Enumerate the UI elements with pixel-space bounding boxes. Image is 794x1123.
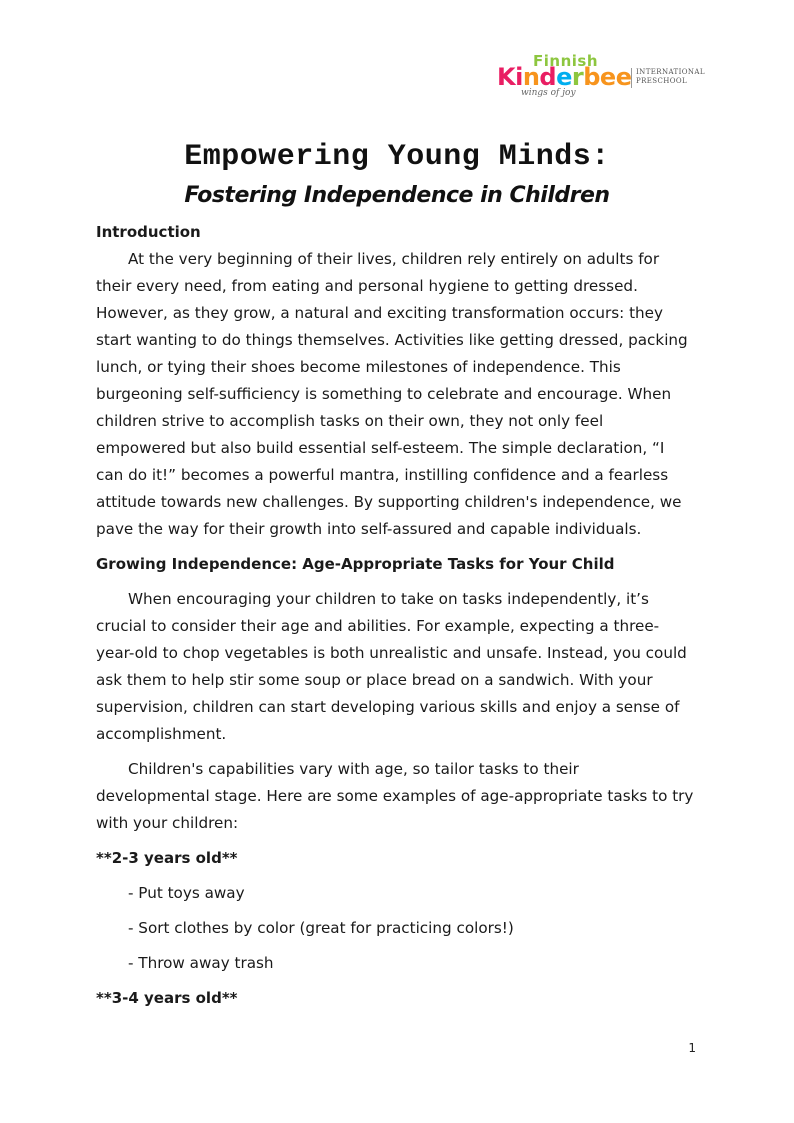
task-list-item: - Put toys away bbox=[128, 884, 245, 902]
logo-side-text: INTERNATIONAL PRESCHOOL bbox=[636, 68, 705, 85]
document-body bbox=[96, 219, 696, 1012]
age-group-heading-2: **3-4 years old** bbox=[96, 989, 238, 1007]
task-list-item: - Sort clothes by color (great for practicing colors!) bbox=[128, 919, 514, 937]
intro-heading: Introduction bbox=[96, 223, 201, 241]
page-title: Empowering Young Minds: bbox=[184, 140, 610, 174]
logo-tagline: wings of joy bbox=[521, 88, 576, 98]
growing-paragraph-1: When encouraging your children to take on tasks independently, it’s crucial to consider their age and abilities. For example, expecting a three-year-old to chop vegetables is both unrealistic and unsafe. Instead, you could ask them to help stir some soup or place bread on a sandwich. With your supervision, children can start developing various skills and enjoy a sense of accomplishment. bbox=[96, 590, 687, 743]
task-list-item: - Throw away trash bbox=[128, 954, 274, 972]
logo-divider bbox=[631, 68, 632, 88]
kinderbee-logo bbox=[495, 52, 705, 102]
logo-main-word: Kinderbee bbox=[497, 63, 632, 91]
growing-paragraph-2: Children's capabilities vary with age, so tailor tasks to their developmental stage. Here are some examples of age-appropriate tasks to try with your children: bbox=[96, 760, 694, 832]
age-group-heading-1: **2-3 years old** bbox=[96, 849, 238, 867]
intro-paragraph: At the very beginning of their lives, children rely entirely on adults for their every need, from eating and personal hygiene to getting dressed. However, as they grow, a natural and exciting transformation occurs: they start wanting to do things themselves. Activities like getting dressed, packing lunch, or tying their shoes become milestones of independence. This burgeoning self-sufficiency is something to celebrate and encourage. When children strive to accomplish tasks on their own, they not only feel empowered but also build essential self-esteem. The simple declaration, “I can do it!” becomes a powerful mantra, instilling confidence and a fearless attitude towards new challenges. By supporting children's independence, we pave the way for their growth into self-assured and capable individuals. bbox=[96, 250, 688, 538]
growing-heading: Growing Independence: Age-Appropriate Tasks for Your Child bbox=[96, 555, 615, 573]
page-subtitle: Fostering Independence in Children bbox=[184, 183, 610, 208]
logo-top-word: Finnish bbox=[533, 52, 598, 70]
page-number: 1 bbox=[688, 1041, 696, 1055]
